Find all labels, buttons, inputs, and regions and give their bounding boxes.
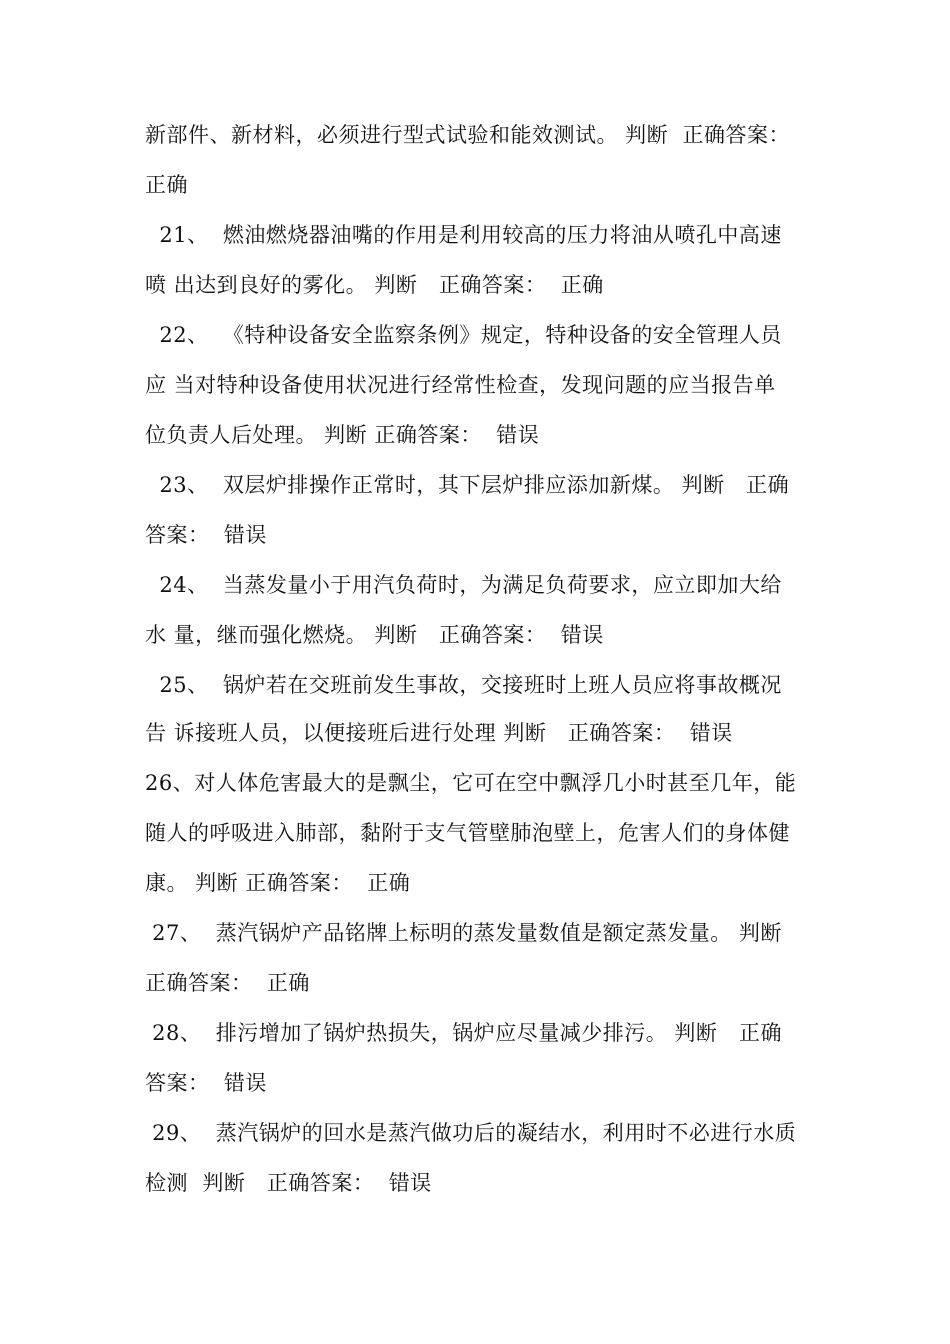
text-line: 正确 [145, 173, 188, 197]
text-line: 应 当对特种设备使用状况进行经常性检查，发现问题的应当报告单 [145, 373, 776, 397]
text-line: 25、 锅炉若在交班前发生事故，交接班时上班人员应将事故概况 [145, 673, 782, 697]
text-line: 位负责人后处理。 判断 正确答案： 错误 [145, 423, 540, 447]
text-line: 22、 《特种设备安全监察条例》规定，特种设备的安全管理人员 [145, 323, 782, 347]
text-line: 26、对人体危害最大的是飘尘，它可在空中飘浮几小时甚至几年，能 [145, 771, 797, 795]
text-line: 答案： 错误 [145, 523, 267, 547]
text-line: 告 诉接班人员，以便接班后进行处理 判断 正确答案： 错误 [145, 721, 733, 745]
text-line: 21、 燃油燃烧器油嘴的作用是利用较高的压力将油从喷孔中高速 [145, 223, 782, 247]
text-line: 喷 出达到良好的雾化。 判断 正确答案： 正确 [145, 273, 604, 297]
text-line: 随人的呼吸进入肺部，黏附于支气管壁肺泡壁上，危害人们的身体健 [145, 821, 790, 845]
text-line: 答案： 错误 [145, 1071, 267, 1095]
text-line: 24、 当蒸发量小于用汽负荷时，为满足负荷要求，应立即加大给 [145, 573, 782, 597]
text-line: 检测 判断 正确答案： 错误 [145, 1171, 432, 1195]
text-line: 新部件、新材料，必须进行型式试验和能效测试。 判断 正确答案： [145, 123, 791, 147]
text-line: 27、 蒸汽锅炉产品铭牌上标明的蒸发量数值是额定蒸发量。 判断 [145, 921, 782, 945]
text-line: 29、 蒸汽锅炉的回水是蒸汽做功后的凝结水，利用时不必进行水质 [145, 1121, 797, 1145]
text-line: 康。 判断 正确答案： 正确 [145, 871, 411, 895]
text-line: 23、 双层炉排操作正常时，其下层炉排应添加新煤。 判断 正确 [145, 473, 790, 497]
text-line: 水 量，继而强化燃烧。 判断 正确答案： 错误 [145, 623, 604, 647]
text-line: 28、 排污增加了锅炉热损失，锅炉应尽量减少排污。 判断 正确 [145, 1021, 782, 1045]
text-line: 正确答案： 正确 [145, 971, 310, 995]
